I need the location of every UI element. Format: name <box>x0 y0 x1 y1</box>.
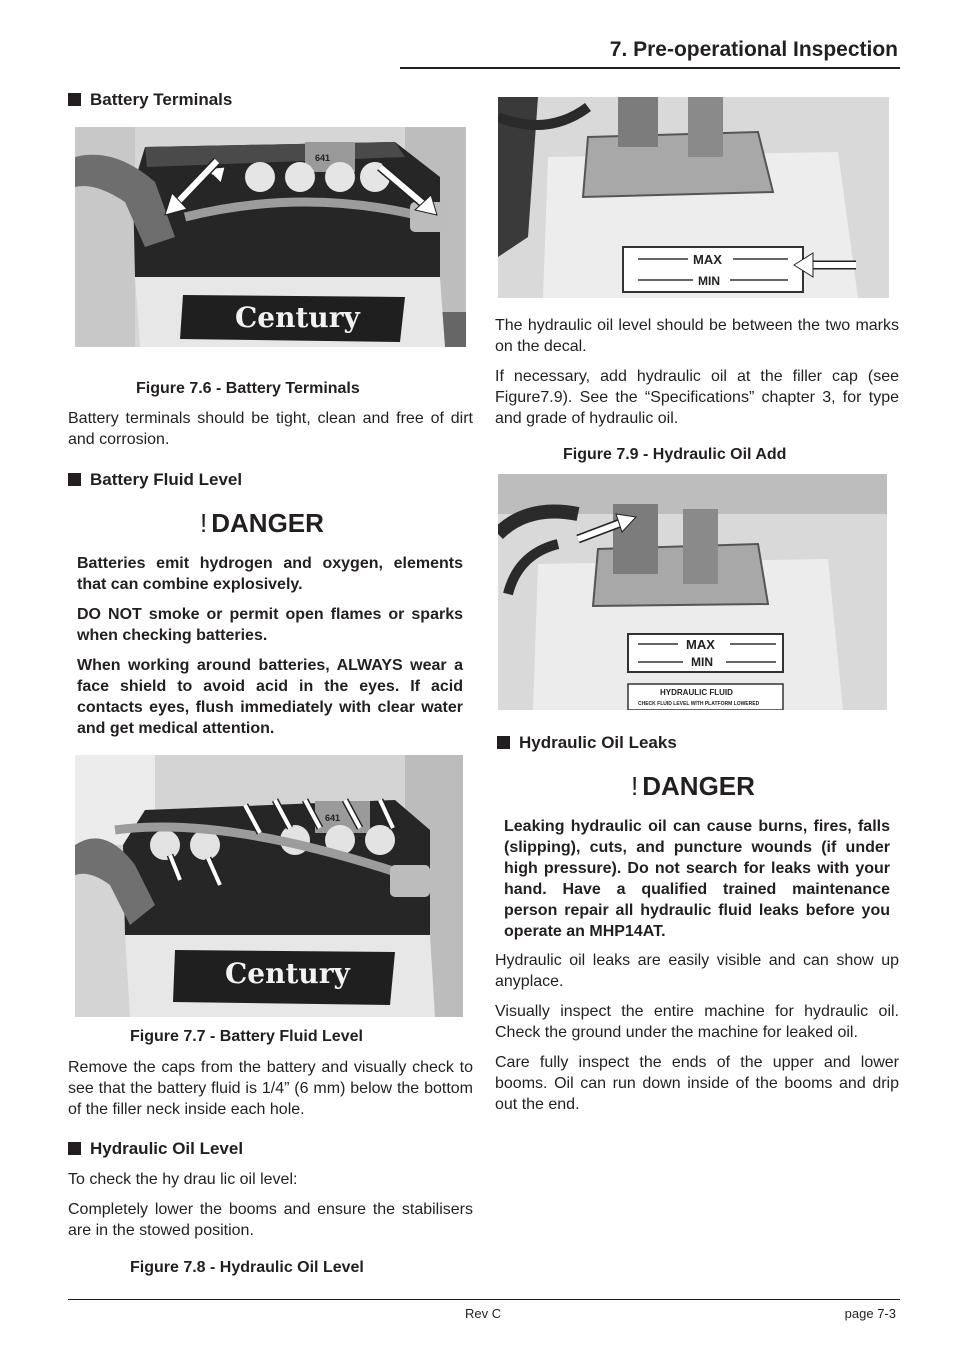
square-bullet-icon <box>68 93 81 106</box>
battery-terminals-text: Battery terminals should be tight, clean and free of dirt and corrosion. <box>68 410 473 448</box>
hydraulic-leaks-text: Hydraulic oil leaks are easily visible and can show up anyplace. Visually inspect the entire machine for hydraulic oil. Check the ground under the machine for leaked oil. Care fully inspect the ends of the upper and lower booms. Oil can run down inside of the booms and drip out the end. <box>495 952 899 1113</box>
decal-max-text-2: MAX <box>686 637 715 652</box>
decal-max-text: MAX <box>693 252 722 267</box>
hydraulic-danger-text: Leaking hydraulic oil can cause burns, fires, falls (slipping), cuts, and puncture wounds (if under high pressure). Do not search for leaks with your hand. Have a qualified trained maintenance person repair all hydraulic fluid leaks before you operate an MHP14AT. <box>504 818 890 940</box>
battery-brand-text-2: Century <box>225 957 350 990</box>
hydraulic-danger-title: ! DANGER <box>631 771 755 801</box>
hydraulic-level-photo <box>498 97 889 298</box>
hydraulic-add-photo <box>498 474 887 710</box>
battery-brand-text: Century <box>235 301 360 334</box>
hydraulic-oil-level-heading: Hydraulic Oil Level <box>68 1139 243 1159</box>
battery-terminals-heading: Battery Terminals <box>68 90 232 110</box>
decal-min-text-2: MIN <box>691 655 713 669</box>
square-bullet-icon <box>68 473 81 486</box>
battery-fluid-text: Remove the caps from the battery and visually check to see that the battery fluid is 1/4” (6 mm) below the bottom of the filler neck inside each hole. <box>68 1059 473 1118</box>
header-rule <box>400 67 900 69</box>
battery-danger-text: Batteries emit hydrogen and oxygen, elements that can combine explosively. DO NOT smoke or permit open flames or sparks when checking batteries. When working around batteries, ALWAYS wear a face shield to avoid acid in the eyes. If acid contacts eyes, flush immediately with clear water and get medical attention. <box>77 555 463 737</box>
battery-fluid-photo <box>75 755 463 1017</box>
battery-label-text-2: 641 <box>325 813 341 823</box>
footer-rule <box>68 1299 900 1300</box>
revision-label: Rev C <box>465 1306 502 1321</box>
figure-7-8-caption: Figure 7.8 - Hydraulic Oil Level <box>130 1259 364 1276</box>
battery-label-text: 641 <box>315 153 331 163</box>
decal-min-text: MIN <box>698 274 720 288</box>
page-number: page 7-3 <box>844 1306 896 1321</box>
battery-terminals-photo <box>75 127 466 347</box>
hydraulic-oil-leaks-heading: Hydraulic Oil Leaks <box>497 733 677 753</box>
page-section-title: 7. Pre-operational Inspection <box>609 38 898 61</box>
figure-7-7-caption: Figure 7.7 - Battery Fluid Level <box>130 1028 363 1045</box>
hydraulic-level-text: The hydraulic oil level should be between the two marks on the decal. If necessary, add hydraulic oil at the filler cap (see Figure7.9). See the “Specifications” chapter 3, for type and grade of hydraulic oil. <box>495 317 899 427</box>
battery-danger-title: ! DANGER <box>200 508 324 538</box>
hydraulic-oil-level-text: To check the hy drau lic oil level: Completely lower the booms and ensure the stabilisers are in the stowed position. <box>68 1171 473 1239</box>
decal-fluid-text: HYDRAULIC FLUID <box>660 688 733 697</box>
decal-fluid-subtext: CHECK FLUID LEVEL WITH PLATFORM LOWERED <box>638 701 760 707</box>
figure-7-6-caption: Figure 7.6 - Battery Terminals <box>136 380 360 397</box>
figure-7-9-caption: Figure 7.9 - Hydraulic Oil Add <box>563 446 787 463</box>
battery-fluid-heading: Battery Fluid Level <box>68 470 242 490</box>
square-bullet-icon <box>68 1142 81 1155</box>
square-bullet-icon <box>497 736 510 749</box>
